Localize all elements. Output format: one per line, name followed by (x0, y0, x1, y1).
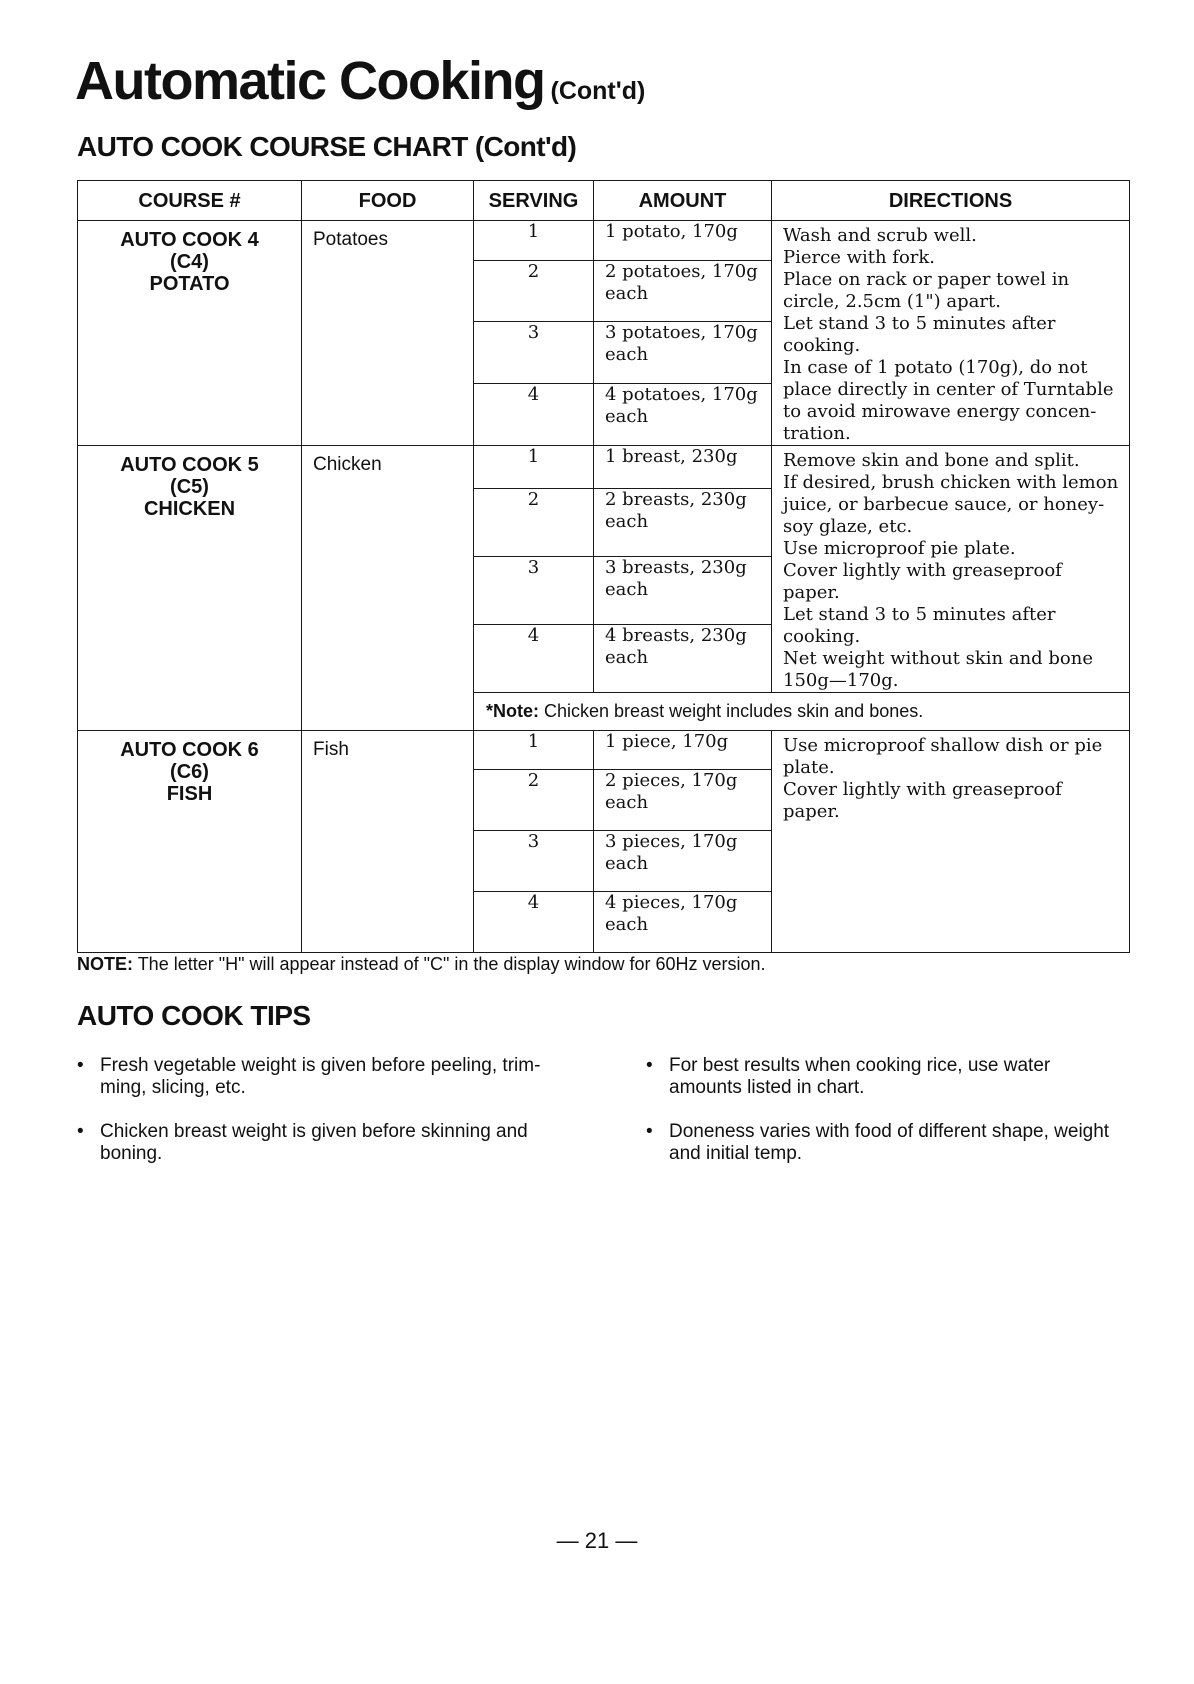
serving-cell: 1 (474, 731, 594, 770)
auto-cook-chart (77, 180, 1130, 953)
food-cell: Chicken (302, 446, 474, 731)
direction-line: Let stand 3 to 5 minutes after cooking. (783, 313, 1056, 356)
food-cell: Fish (302, 731, 474, 953)
directions-cell (772, 731, 1130, 953)
direction-line: Cover lightly with greaseproof paper. (783, 560, 1062, 603)
display-note (77, 954, 766, 975)
directions-cell (772, 446, 1130, 693)
table-row (78, 446, 1130, 489)
amount-cell: 2 pieces, 170g each (594, 770, 772, 831)
tips-heading: AUTO COOK TIPS (77, 1000, 311, 1031)
directions-cell (772, 221, 1130, 446)
amount-cell: 1 potato, 170g (594, 221, 772, 261)
course-food-label: POTATO (149, 273, 230, 295)
list-item (646, 1121, 1126, 1165)
direction-line: Use microproof shallow dish or pie plate. (783, 735, 1103, 778)
course-code: (C6) (170, 761, 209, 783)
header-directions: DIRECTIONS (772, 181, 1130, 221)
chart-header-row (78, 181, 1130, 221)
direction-line: Pierce with fork. (783, 247, 936, 268)
note-label: NOTE: (77, 954, 133, 974)
header-course: COURSE # (78, 181, 302, 221)
serving-cell: 2 (474, 260, 594, 322)
amount-cell: 3 potatoes, 170g each (594, 322, 772, 384)
course-cell (78, 731, 302, 953)
direction-line: If desired, brush chicken with lemon juice, or barbecue sauce, or honey-soy glaze, etc. (783, 472, 1119, 537)
page-number: — 21 — (556, 1528, 638, 1553)
title-contd: (Cont'd) (550, 77, 646, 105)
list-item (646, 1055, 1126, 1099)
tips-list-left (77, 1055, 557, 1187)
food-cell: Potatoes (302, 221, 474, 446)
serving-cell: 1 (474, 446, 594, 489)
serving-cell: 3 (474, 831, 594, 892)
note-text: The letter "H" will appear instead of "C" in the display window for 60Hz version. (137, 954, 766, 974)
direction-line: Use microproof pie plate. (783, 538, 1016, 559)
course-cell (78, 221, 302, 446)
course-code: (C5) (170, 476, 209, 498)
amount-cell: 2 potatoes, 170g each (594, 260, 772, 322)
header-amount: AMOUNT (594, 181, 772, 221)
amount-cell: 4 breasts, 230g each (594, 625, 772, 693)
direction-line: In case of 1 potato (170g), do not place directly in center of Turntable to avoid mirowave energy concen-tration. (783, 357, 1114, 444)
amount-cell: 1 breast, 230g (594, 446, 772, 489)
note-label: *Note: (486, 701, 539, 721)
bullet-icon: • (77, 1055, 84, 1076)
page-title (75, 52, 645, 111)
amount-cell: 3 pieces, 170g each (594, 831, 772, 892)
serving-cell: 4 (474, 625, 594, 693)
serving-cell: 4 (474, 384, 594, 446)
course-food-label: FISH (166, 783, 213, 805)
course-food-label: CHICKEN (143, 498, 236, 520)
direction-line: Net weight without skin and bone 150g—170g. (783, 648, 1094, 691)
chicken-note (474, 693, 1130, 731)
list-item (77, 1121, 557, 1165)
tip-text: Fresh vegetable weight is given before peeling, trim-ming, slicing, etc. (100, 1055, 541, 1098)
bullet-icon: • (646, 1121, 653, 1142)
title-text: Automatic Cooking (75, 51, 545, 111)
serving-cell: 1 (474, 221, 594, 261)
serving-cell: 3 (474, 322, 594, 384)
header-food: FOOD (302, 181, 474, 221)
note-text: Chicken breast weight includes skin and bones. (544, 701, 924, 721)
serving-cell: 4 (474, 892, 594, 953)
table-row (78, 731, 1130, 770)
serving-cell: 2 (474, 489, 594, 557)
course-code: (C4) (170, 251, 209, 273)
bullet-icon: • (646, 1055, 653, 1076)
amount-cell: 4 potatoes, 170g each (594, 384, 772, 446)
serving-cell: 3 (474, 557, 594, 625)
table-row (78, 221, 1130, 261)
tip-text: Doneness varies with food of different shape, weight and initial temp. (669, 1121, 1110, 1164)
tip-text: Chicken breast weight is given before skinning and boning. (100, 1121, 528, 1164)
direction-line: Let stand 3 to 5 minutes after cooking. (783, 604, 1056, 647)
header-serving: SERVING (474, 181, 594, 221)
amount-cell: 2 breasts, 230g each (594, 489, 772, 557)
course-cell (78, 446, 302, 731)
tip-text: For best results when cooking rice, use water amounts listed in chart. (669, 1055, 1051, 1098)
direction-line: Cover lightly with greaseproof paper. (783, 779, 1062, 822)
direction-line: Place on rack or paper towel in circle, 2.5cm (1") apart. (783, 269, 1070, 312)
course-name: AUTO COOK 6 (120, 739, 259, 761)
direction-line: Remove skin and bone and split. (783, 450, 1080, 471)
amount-cell: 4 pieces, 170g each (594, 892, 772, 953)
amount-cell: 3 breasts, 230g each (594, 557, 772, 625)
course-name: AUTO COOK 4 (120, 229, 259, 251)
amount-cell: 1 piece, 170g (594, 731, 772, 770)
direction-line: Wash and scrub well. (783, 225, 977, 246)
serving-cell: 2 (474, 770, 594, 831)
bullet-icon: • (77, 1121, 84, 1142)
chart-subtitle: AUTO COOK COURSE CHART (Cont'd) (77, 131, 577, 162)
tips-list-right (646, 1055, 1126, 1187)
course-name: AUTO COOK 5 (120, 454, 259, 476)
list-item (77, 1055, 557, 1099)
